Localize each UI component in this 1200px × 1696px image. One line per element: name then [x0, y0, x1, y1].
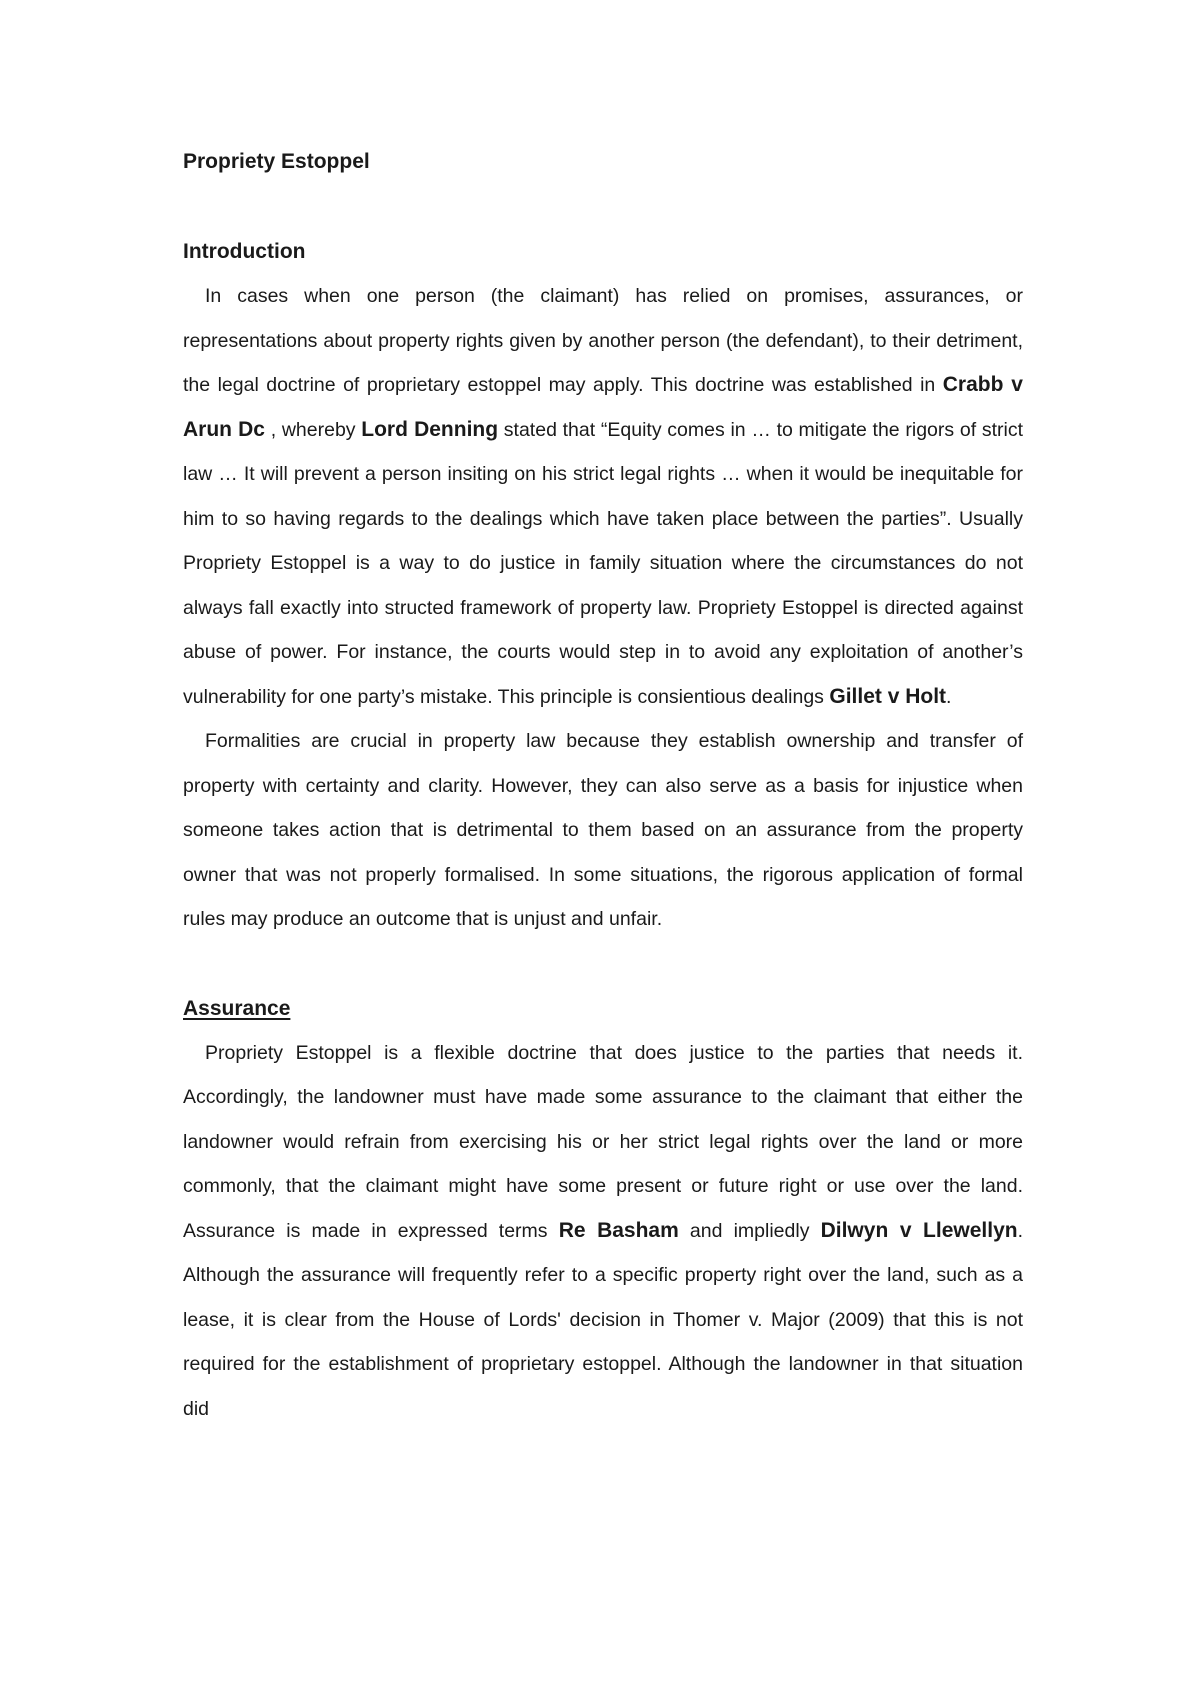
- document-page: [183, 140, 1023, 1431]
- assurance-heading: Assurance: [183, 996, 291, 1020]
- case-citation: Crabb v Arun Dc: [183, 373, 1023, 441]
- spacer: [183, 942, 1023, 987]
- text-run: stated that “Equity comes in … to mitigate the rigors of strict law … It will prevent a person insiting on his strict legal rights … when it would be inequitable for him to so having regards to the dealings which have taken place between the parties”. Usually Propriety Estoppel is a way to do justice in family situation where the circumstances do not always fall exactly into structed framework of property law. Propriety Estoppel is directed against abuse of power. For instance, the courts would step in to avoid any exploitation of another’s vulnerability for one party’s mistake. This principle is consientious dealings: [183, 418, 1023, 708]
- case-citation: Lord Denning: [361, 417, 499, 441]
- text-run: .: [946, 685, 952, 708]
- text-run: . Although the assurance will frequently refer to a specific property right over the land, such as a lease, it is clear from the House of Lords' decision in Thomer v. Major (2009) that this is not required for the establishment of proprietary estoppel. Although the landowner in that situation did: [183, 1219, 1023, 1420]
- intro-heading: Introduction: [183, 240, 306, 263]
- text-run: In cases when one person (the claimant) has relied on promises, assurances, or representations about property rights given by another person (the defendant), to their detriment, the legal doctrine of proprietary estoppel may apply. This doctrine was established in: [183, 285, 1023, 396]
- case-citation: Gillet v Holt: [829, 684, 947, 708]
- text-run: , whereby: [264, 418, 362, 441]
- text-run: and impliedly: [678, 1219, 821, 1242]
- spacer: [183, 184, 1023, 230]
- document-title: Propriety Estoppel: [183, 150, 370, 173]
- text-run: Propriety Estoppel is a flexible doctrine that does justice to the parties that needs it. Accordingly, the landowner must have made some assurance to the claimant that either the landowner would refrain from exercising his or her strict legal rights over the land or more commonly, that the claimant might have some present or future right or use over the land. Assurance is made in expressed terms: [183, 1041, 1023, 1242]
- case-citation: Re Basham: [558, 1218, 679, 1242]
- intro-paragraph-1: [183, 274, 1023, 719]
- intro-paragraph-2: Formalities are crucial in property law because they establish ownership and transfer of property with certainty and clarity. However, they can also serve as a basis for injustice when someone takes action that is detrimental to them based on an assurance from the property owner that was not properly formalised. In some situations, the rigorous application of formal rules may produce an outcome that is unjust and unfair.: [183, 730, 1023, 930]
- assurance-paragraph-1: [183, 1031, 1023, 1432]
- case-citation: Dilwyn v Llewellyn: [820, 1218, 1018, 1242]
